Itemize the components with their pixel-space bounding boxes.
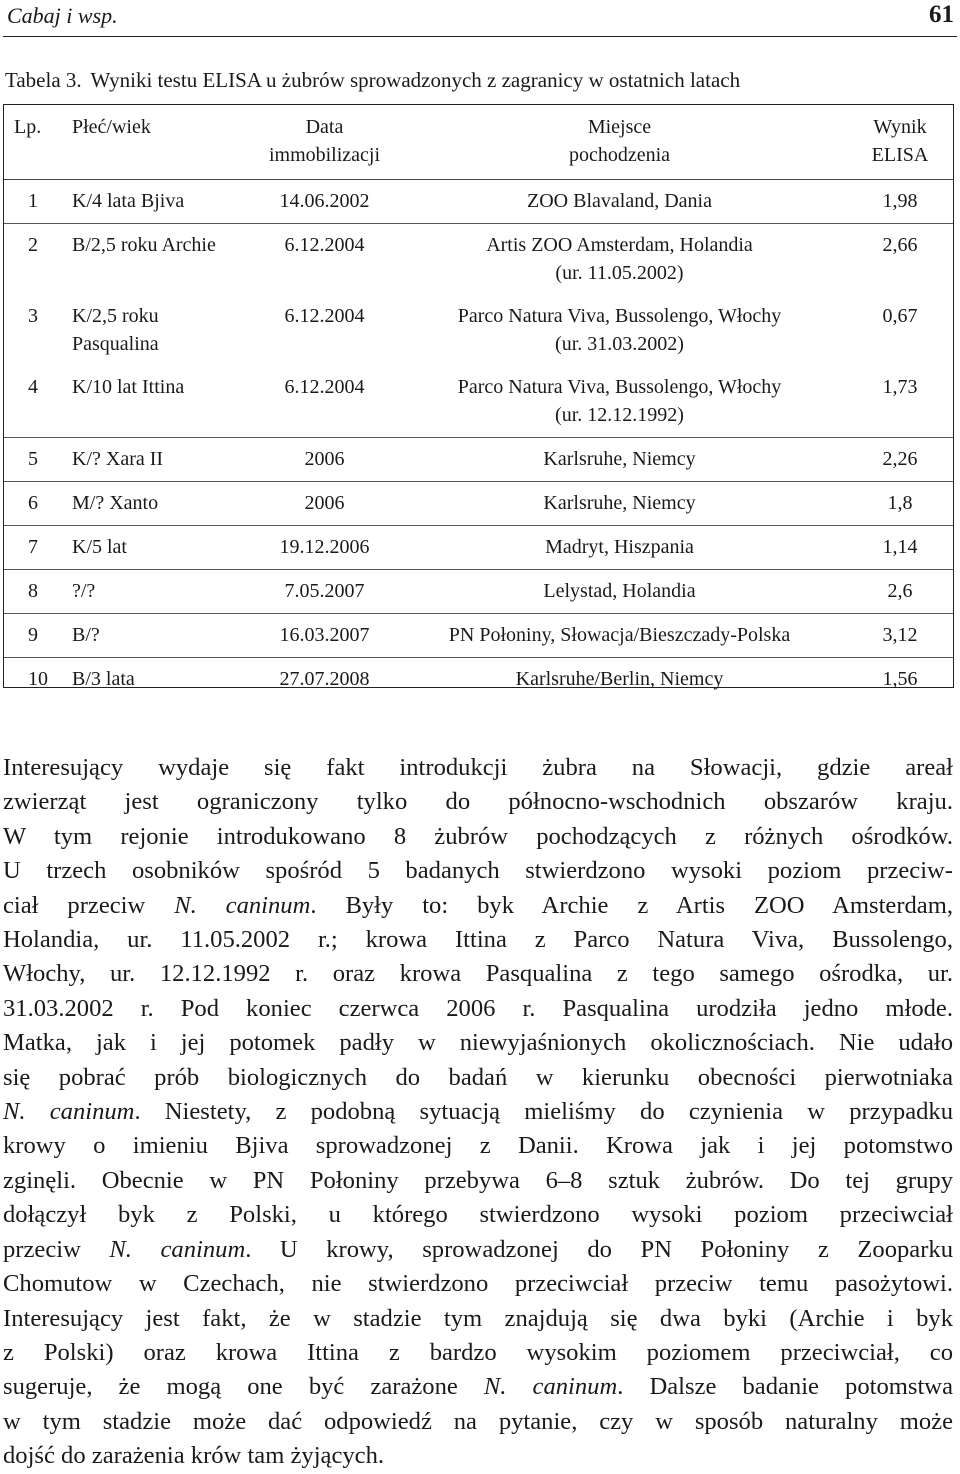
table-caption xyxy=(5,68,740,93)
cell-lp: 10 xyxy=(28,668,48,690)
cell-date: 2006 xyxy=(257,438,392,482)
header-origin-line1: Miejsce xyxy=(587,116,652,138)
cell-elisa: 2,26 xyxy=(847,438,953,482)
text-line: w tym stadzie może dać odpowiedź na pytanie, czy w sposób naturalny może xyxy=(3,1407,953,1435)
cell-date: 16.03.2007 xyxy=(257,614,392,658)
text-line: krowy o imieniu Bjiva sprowadzonej z Danii. Krowa jak i jej potomstwo xyxy=(3,1132,953,1160)
cell-origin-line2: (ur. 31.03.2002) xyxy=(555,333,684,355)
species-name: N. caninum xyxy=(3,1098,135,1126)
cell-elisa: 2,66 xyxy=(882,234,918,256)
header-date xyxy=(257,105,392,180)
page-number: 61 xyxy=(929,1,954,28)
text-line: Włochy, ur. 12.12.1992 r. oraz krowa Pasqualina z tego samego ośrodka, ur. xyxy=(3,960,953,988)
table-row xyxy=(4,438,953,482)
cell-sex-age: B/2,5 roku Archie xyxy=(72,234,216,256)
cell-elisa: 2,6 xyxy=(847,570,953,614)
text-segment: ciał przeciw xyxy=(3,891,175,919)
text-line xyxy=(3,1233,953,1267)
cell-origin: Karlsruhe, Niemcy xyxy=(392,438,847,482)
cell-sex-age: K/4 lata Bjiva xyxy=(64,180,257,224)
table-row xyxy=(4,180,953,224)
text-segment: sugeruje, że mogą one być zarażone xyxy=(3,1373,484,1401)
table-row xyxy=(4,224,953,296)
header-elisa-line2: ELISA xyxy=(871,144,929,166)
species-name: N. caninum xyxy=(174,891,311,919)
header-lp: Lp. xyxy=(4,105,64,180)
cell-lp: 4 xyxy=(4,366,64,438)
cell-origin: Karlsruhe/Berlin, Niemcy xyxy=(515,668,724,690)
table-row xyxy=(4,614,953,658)
species-name: N. caninum xyxy=(483,1373,618,1401)
cell-origin xyxy=(392,224,847,296)
cell-origin: Madryt, Hiszpania xyxy=(392,526,847,570)
cell-origin: PN Połoniny, Słowacja/Bieszczady-Polska xyxy=(392,614,847,658)
text-line: Chomutow w Czechach, nie stwierdzono przeciwciał przeciw temu pasożytowi. xyxy=(3,1270,953,1298)
cell-sex-age-line1: K/2,5 roku xyxy=(72,305,159,327)
cell-elisa: 1,14 xyxy=(847,526,953,570)
cell-lp: 5 xyxy=(4,438,64,482)
text-line xyxy=(3,1095,953,1129)
text-segment: . Dalsze badanie potomstwa xyxy=(617,1373,953,1401)
text-segment: . U krowy, sprowadzonej do PN Połoniny z Zooparku xyxy=(245,1235,953,1263)
header-origin-line2: pochodzenia xyxy=(568,144,671,166)
cell-elisa: 1,56 xyxy=(882,668,918,690)
text-line: z Polski) oraz krowa Ittina z bardzo wysokim poziomem przeciwciał, co xyxy=(3,1338,953,1366)
cell-elisa: 1,73 xyxy=(847,366,953,438)
table-label: Tabela 3. xyxy=(5,68,82,92)
species-name: N. caninum xyxy=(109,1235,246,1263)
text-line: się pobrać prób biologicznych do badań w kierunku obecności pierwotniaka xyxy=(3,1063,953,1091)
cell-lp: 6 xyxy=(4,482,64,526)
text-line: W tym rejonie introdukowano 8 żubrów pochodzących z różnych ośrodków. xyxy=(3,822,953,850)
text-line: dojść do zarażenia krów tam żyjących. xyxy=(3,1442,385,1470)
text-line xyxy=(3,889,953,923)
cell-sex-age: ?/? xyxy=(64,570,257,614)
cell-lp: 1 xyxy=(4,180,64,224)
header-elisa-line1: Wynik xyxy=(873,116,927,138)
text-line: U trzech osobników spośród 5 badanych stwierdzono wysoki poziom przeciw- xyxy=(3,857,953,885)
cell-date: 2006 xyxy=(257,482,392,526)
table-row xyxy=(4,482,953,526)
cell-origin xyxy=(392,295,847,366)
cell-date: 6.12.2004 xyxy=(284,305,365,327)
cell-date: 6.12.2004 xyxy=(284,234,365,256)
cell-origin-line2: (ur. 12.12.1992) xyxy=(555,404,684,426)
body-paragraph xyxy=(3,751,953,1474)
cell-sex-age: B/3 lata xyxy=(72,668,135,690)
cell-origin: Karlsruhe, Niemcy xyxy=(392,482,847,526)
table-row xyxy=(4,570,953,614)
cell-origin xyxy=(392,366,847,438)
text-line: dołączył byk z Polski, u którego stwierdzono wysoki poziom przeciwciał xyxy=(3,1201,953,1229)
cell-date: 6.12.2004 xyxy=(257,366,392,438)
text-line: zwierząt jest ograniczony tylko do północno-wschodnich obszarów kraju. xyxy=(3,788,953,816)
cell-date: 27.07.2008 xyxy=(279,668,370,690)
table-header-row xyxy=(4,105,953,180)
results-table xyxy=(3,104,954,688)
cell-sex-age: B/? xyxy=(64,614,257,658)
cell-lp: 2 xyxy=(28,234,38,256)
table-row xyxy=(4,295,953,366)
text-line xyxy=(3,1370,953,1404)
cell-sex-age: K/5 lat xyxy=(64,526,257,570)
header-origin xyxy=(392,105,847,180)
cell-lp: 7 xyxy=(4,526,64,570)
cell-origin: Lelystad, Holandia xyxy=(392,570,847,614)
header-sex-age: Płeć/wiek xyxy=(64,105,257,180)
text-line: Holandia, ur. 11.05.2002 r.; krowa Ittina z Parco Natura Viva, Bussolengo, xyxy=(3,926,953,954)
table-row xyxy=(4,366,953,438)
table-title: Wyniki testu ELISA u żubrów sprowadzonych z zagranicy w ostatnich latach xyxy=(90,68,741,92)
text-segment: . Były to: byk Archie z Artis ZOO Amsterdam, xyxy=(310,891,954,919)
cell-elisa: 3,12 xyxy=(847,614,953,658)
cell-sex-age-line2: Pasqualina xyxy=(72,333,159,355)
cell-sex-age xyxy=(64,295,257,366)
table-row xyxy=(4,658,953,702)
text-line: Interesujący jest fakt, że w stadzie tym znajdują się dwa byki (Archie i byk xyxy=(3,1304,953,1332)
cell-sex-age: M/? Xanto xyxy=(64,482,257,526)
cell-date: 19.12.2006 xyxy=(257,526,392,570)
cell-origin-line2: (ur. 11.05.2002) xyxy=(555,262,684,284)
cell-origin-line1: Parco Natura Viva, Bussolengo, Włochy xyxy=(457,376,782,398)
header-date-line2: immobilizacji xyxy=(268,144,381,166)
cell-sex-age: K/10 lat Ittina xyxy=(64,366,257,438)
text-segment: . Niestety, z podobną sytuacją mieliśmy do czynienia w przypadku xyxy=(134,1098,953,1126)
page-header xyxy=(3,0,957,37)
text-line: 31.03.2002 r. Pod koniec czerwca 2006 r. Pasqualina urodziła jedno młode. xyxy=(3,994,953,1022)
cell-lp: 3 xyxy=(28,305,38,327)
text-line: Matka, jak i jej potomek padły w niewyjaśnionych okolicznościach. Nie udało xyxy=(3,1029,953,1057)
cell-lp: 9 xyxy=(4,614,64,658)
cell-origin-line1: Parco Natura Viva, Bussolengo, Włochy xyxy=(457,305,782,327)
cell-origin: ZOO Blavaland, Dania xyxy=(392,180,847,224)
cell-origin-line1: Artis ZOO Amsterdam, Holandia xyxy=(486,234,753,256)
text-segment: przeciw xyxy=(3,1235,110,1263)
table-row xyxy=(4,526,953,570)
cell-elisa: 1,8 xyxy=(847,482,953,526)
running-head: Cabaj i wsp. xyxy=(7,3,118,28)
text-line: zginęli. Obecnie w PN Połoniny przebywa 6–8 sztuk żubrów. Do tej grupy xyxy=(3,1166,953,1194)
text-line: Interesujący wydaje się fakt introdukcji żubra na Słowacji, gdzie areał xyxy=(3,754,953,781)
cell-lp: 8 xyxy=(4,570,64,614)
header-elisa xyxy=(847,105,953,180)
cell-elisa: 0,67 xyxy=(882,305,918,327)
cell-sex-age: K/? Xara II xyxy=(64,438,257,482)
cell-date: 7.05.2007 xyxy=(257,570,392,614)
header-date-line1: Data xyxy=(305,116,344,138)
cell-date: 14.06.2002 xyxy=(257,180,392,224)
cell-elisa: 1,98 xyxy=(847,180,953,224)
